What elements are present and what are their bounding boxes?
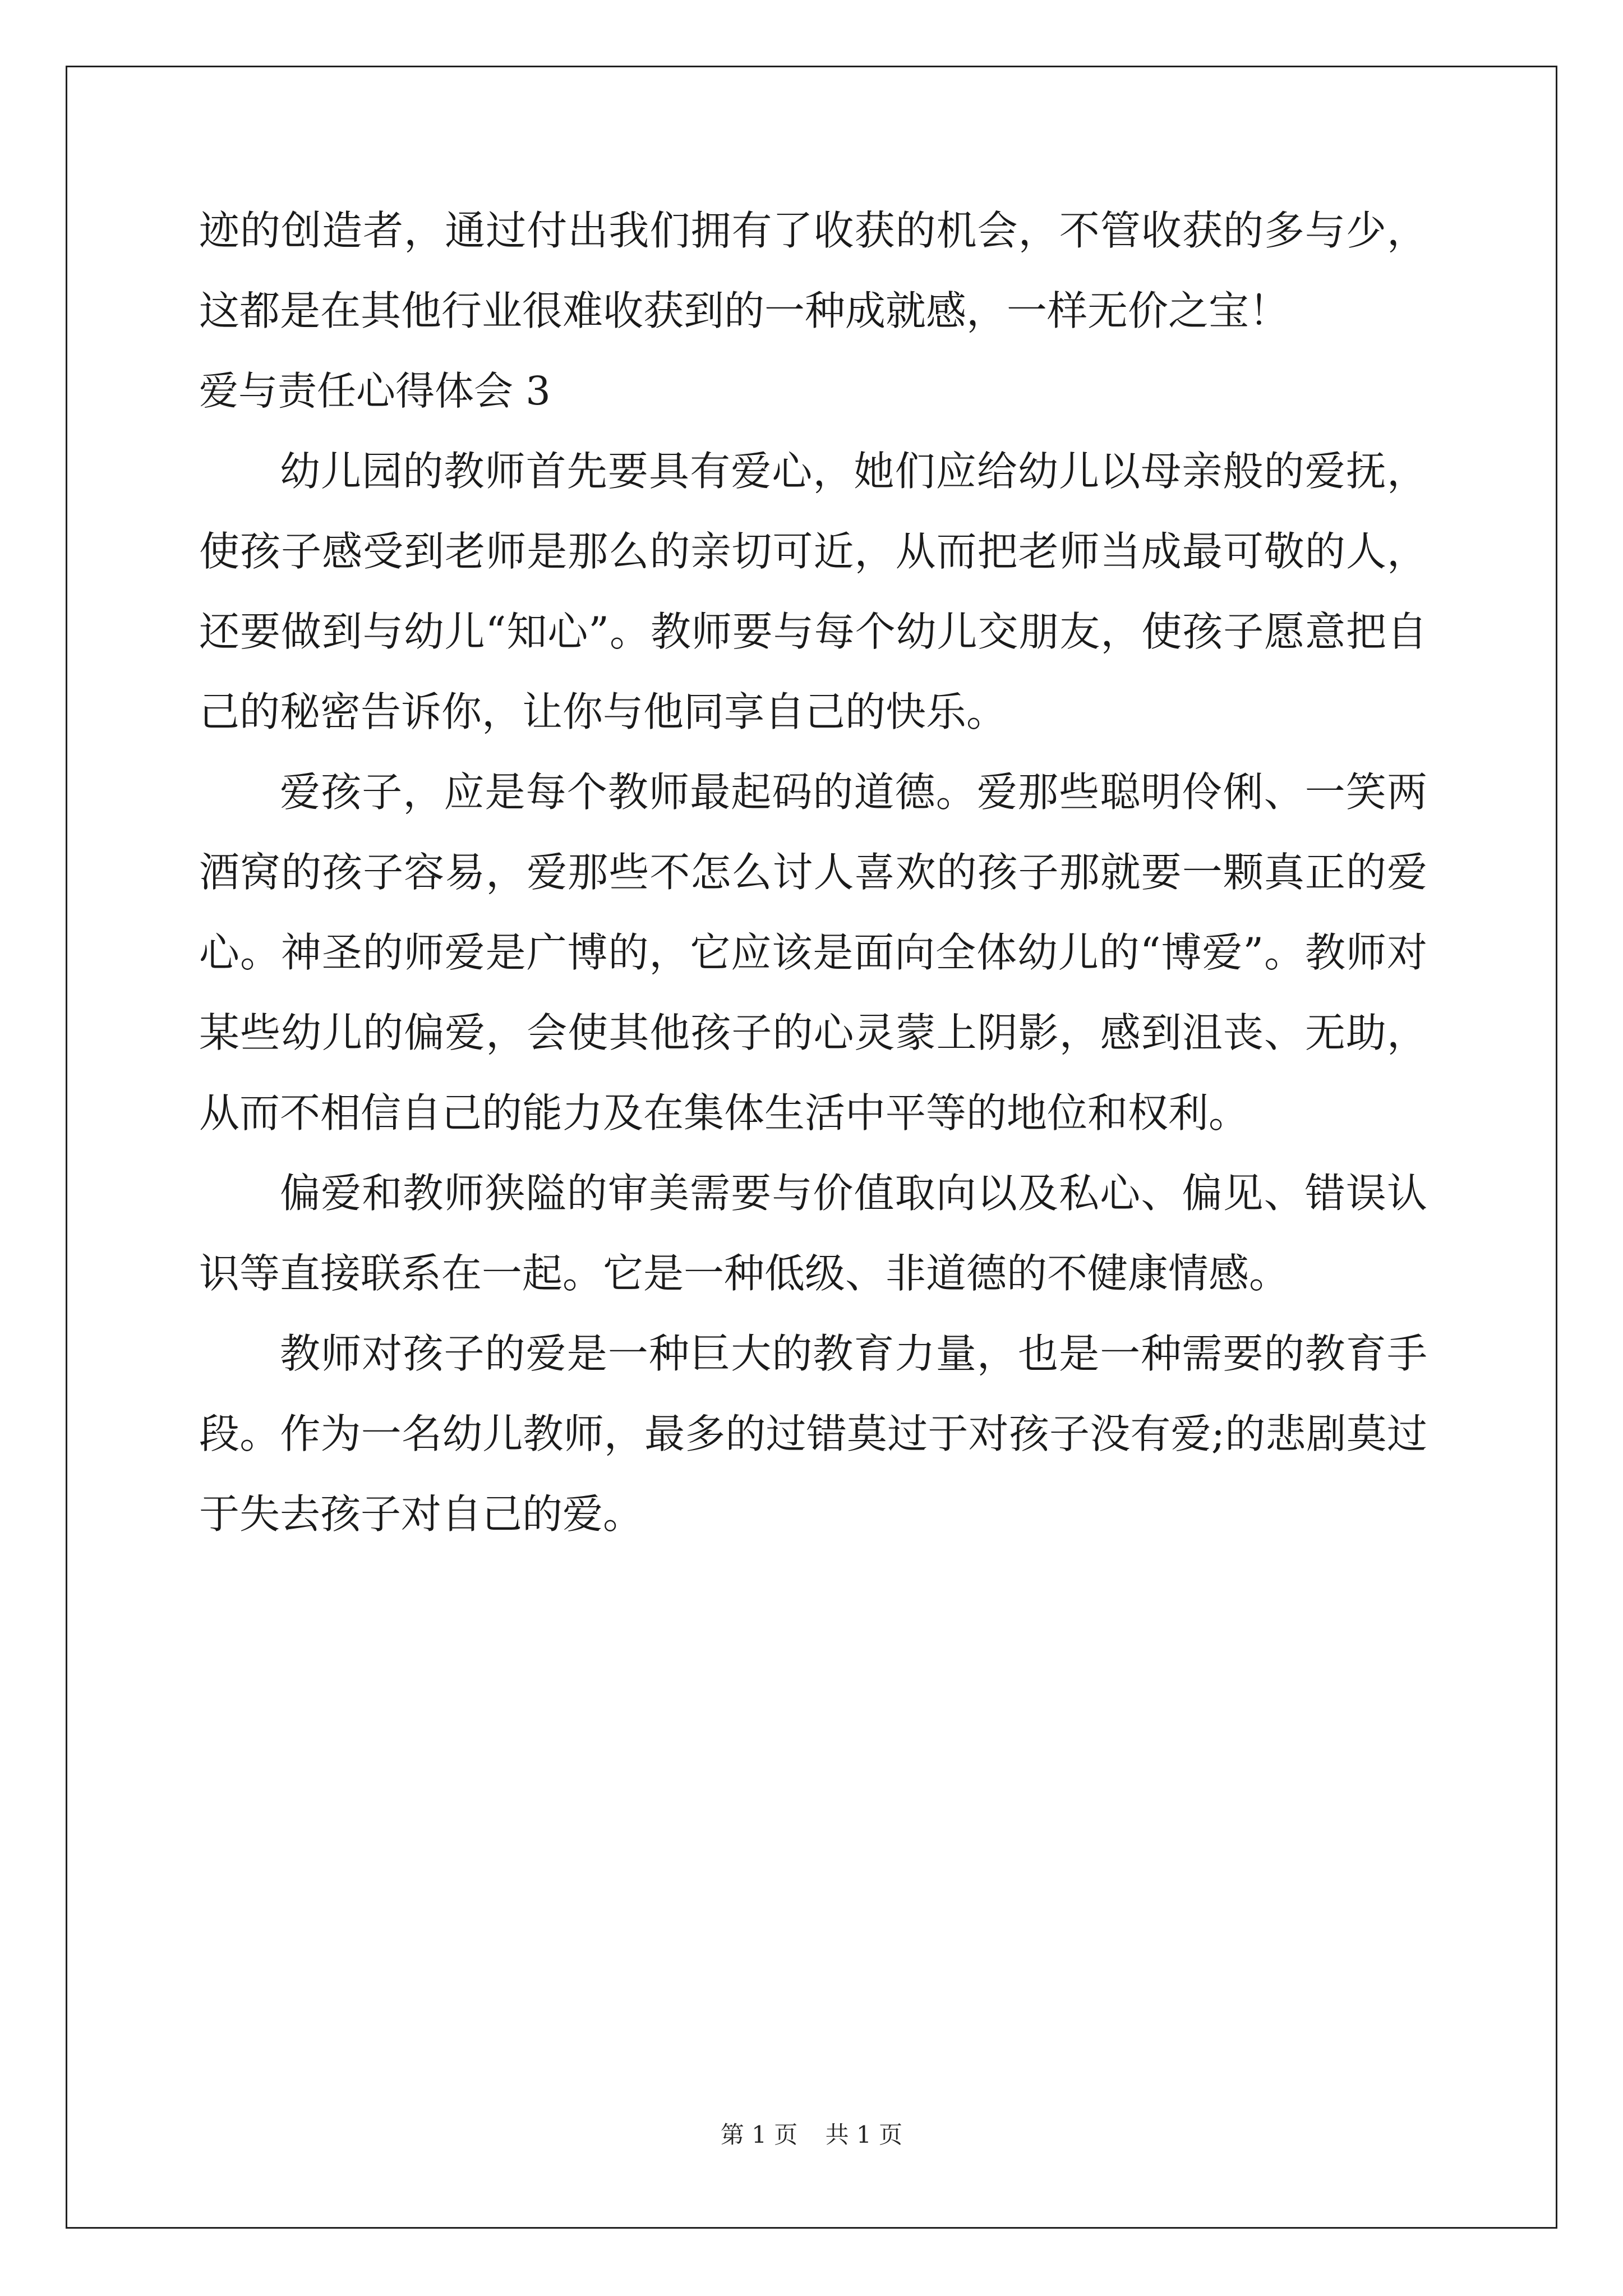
page-footer: [0, 2118, 1623, 2152]
page-total: 共 1 页: [825, 2121, 903, 2148]
text-line: 心。神圣的师爱是广博的，它应该是面向全体幼儿的“博爱”。教师对: [199, 929, 1427, 976]
text-line: 从而不相信自己的能力及在集体生活中平等的地位和权利。: [199, 1089, 1249, 1137]
text-line: 酒窝的孩子容易，爱那些不怎么讨人喜欢的孩子那就要一颗真正的爱: [199, 849, 1427, 896]
document-body: [199, 191, 1427, 1554]
text-line: 段。作为一名幼儿教师，最多的过错莫过于对孩子没有爱;的悲剧莫过: [199, 1410, 1427, 1457]
text-line: 某些幼儿的偏爱，会使其他孩子的心灵蒙上阴影，感到沮丧、无助，: [199, 1009, 1427, 1056]
text-line: 这都是在其他行业很难收获到的一种成就感，一样无价之宝！: [199, 287, 1290, 334]
paragraph-first-line: 幼儿园的教师首先要具有爱心，她们应给幼儿以母亲般的爱抚，: [280, 448, 1427, 495]
paragraph-first-line: 教师对孩子的爱是一种巨大的教育力量，也是一种需要的教育手: [280, 1330, 1427, 1377]
text-line: 己的秘密告诉你，让你与他同享自己的快乐。: [199, 688, 1007, 735]
paragraph-first-line: 爱孩子，应是每个教师最起码的道德。爱那些聪明伶俐、一笑两: [280, 769, 1427, 816]
section-title: 爱与责任心得体会 3: [199, 368, 551, 414]
text-line: 迹的创造者，通过付出我们拥有了收获的机会，不管收获的多与少，: [199, 207, 1427, 254]
text-line: 识等直接联系在一起。它是一种低级、非道德的不健康情感。: [199, 1250, 1290, 1297]
text-line: 还要做到与幼儿“知心”。教师要与每个幼儿交朋友，使孩子愿意把自: [199, 608, 1427, 655]
paragraph-first-line: 偏爱和教师狭隘的审美需要与价值取向以及私心、偏见、错误认: [280, 1170, 1427, 1217]
text-line: 使孩子感受到老师是那么的亲切可近，从而把老师当成最可敬的人，: [199, 528, 1427, 575]
text-line: 于失去孩子对自己的爱。: [199, 1490, 644, 1538]
page-number: 第 1 页: [720, 2121, 798, 2148]
